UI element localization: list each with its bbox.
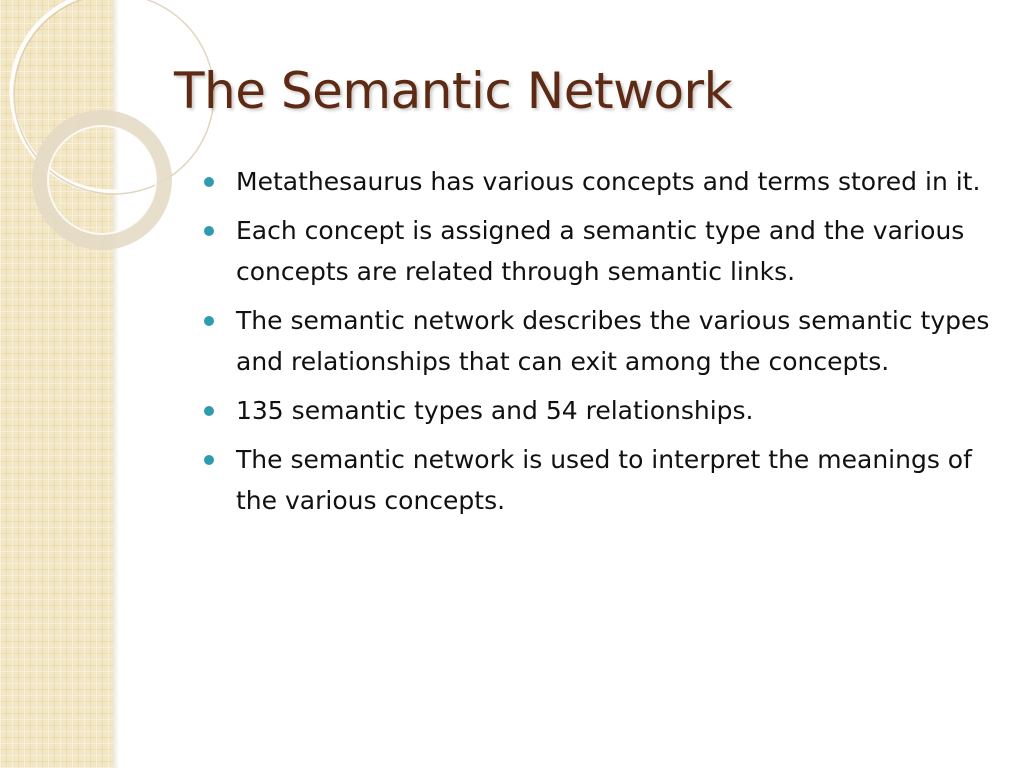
- bullet-item: [204, 210, 1016, 292]
- bullet-list: [204, 161, 1016, 529]
- bullet-text: 135 semantic types and 54 relationships.: [236, 396, 754, 425]
- bullet-item: [204, 439, 1016, 521]
- slide-title: The Semantic Network: [174, 62, 733, 120]
- bullet-item: [204, 300, 1016, 382]
- bullet-dot-icon: [204, 455, 214, 465]
- bullet-text: Each concept is assigned a semantic type and the various concepts are related through semantic links.: [236, 216, 965, 286]
- bullet-item: [204, 161, 1016, 202]
- bullet-text: Metathesaurus has various concepts and terms stored in it.: [236, 167, 981, 196]
- bullet-text: The semantic network is used to interpret the meanings of the various concepts.: [236, 445, 972, 515]
- decorative-rings-icon: [0, 0, 130, 260]
- bullet-item: [204, 390, 1016, 431]
- bullet-dot-icon: [204, 226, 214, 236]
- bullet-dot-icon: [204, 177, 214, 187]
- bullet-dot-icon: [204, 406, 214, 416]
- bullet-text: The semantic network describes the various semantic types and relationships that can exit among the concepts.: [236, 306, 990, 376]
- bullet-dot-icon: [204, 316, 214, 326]
- decorative-ring-small: [40, 118, 164, 242]
